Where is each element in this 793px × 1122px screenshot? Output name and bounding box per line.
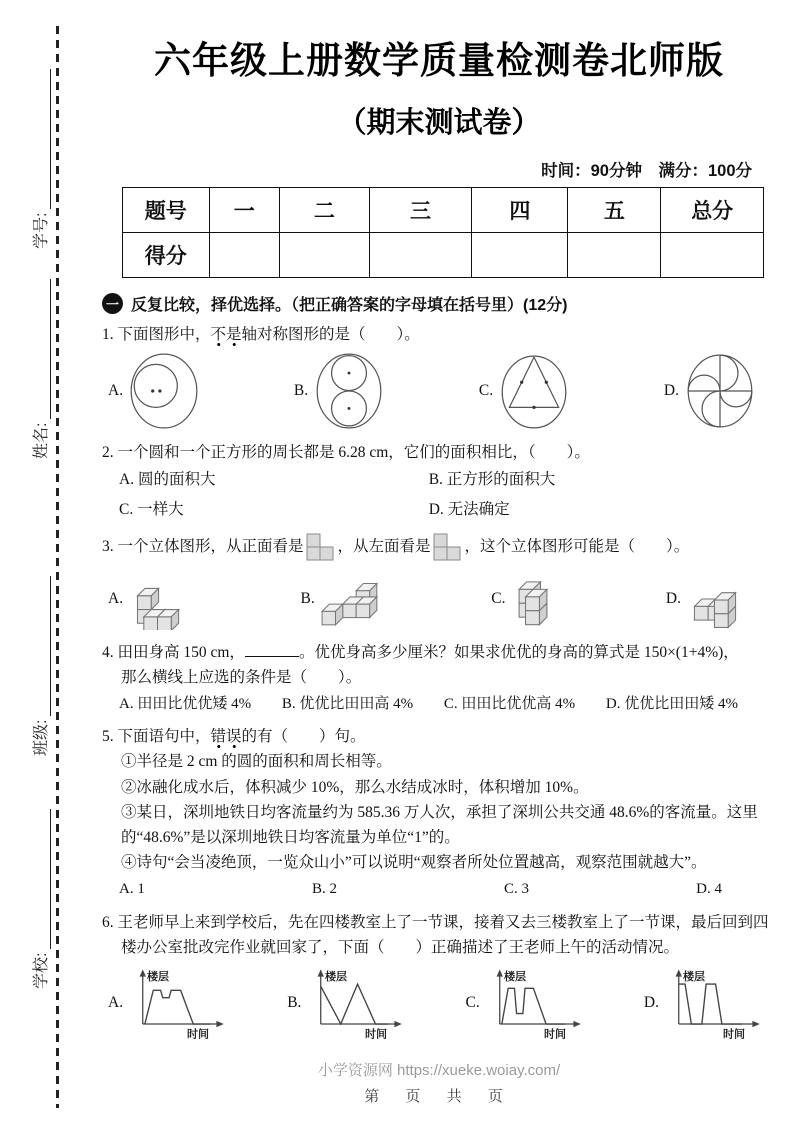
class-label: 班级: <box>33 719 50 756</box>
option-letter: C. <box>491 589 506 607</box>
option-letter: D. <box>665 589 681 607</box>
score-header-cell: 五 <box>568 188 661 233</box>
q1-option-a <box>108 351 200 431</box>
score-table-header-row <box>123 188 764 233</box>
q1-option-d <box>664 351 756 431</box>
score-cell <box>661 233 764 278</box>
q6-xlabel: 时间 <box>187 1028 210 1041</box>
q1-figure-b <box>313 351 385 431</box>
question-1-text: 1. 下面图形中，不是轴对称图形的是（ ）。 <box>102 322 778 347</box>
option-letter: B. <box>287 993 302 1011</box>
question-3-options <box>100 563 778 633</box>
margin-field-student-id <box>29 69 51 249</box>
score-cell <box>209 233 280 278</box>
question-2-options <box>100 465 778 525</box>
q5-option-b: B. 2 <box>311 881 337 898</box>
front-view-figure <box>306 533 336 563</box>
option-letter: A. <box>108 993 124 1011</box>
q1-figure-c <box>498 351 570 431</box>
margin-field-name <box>29 279 51 459</box>
score-header-cell: 题号 <box>123 188 210 233</box>
question-4-options <box>100 690 778 718</box>
option-letter: D. <box>643 993 659 1011</box>
q6-xlabel: 时间 <box>722 1028 746 1041</box>
score-table <box>122 187 764 278</box>
q5-option-a: A. 1 <box>119 881 145 898</box>
option-letter: C. <box>478 382 494 400</box>
q1-option-b <box>294 351 385 431</box>
source-site-text: 小学资源网 https://xueke.woiay.com/ <box>317 1062 561 1079</box>
student-id-label: 学号: <box>33 212 50 249</box>
score-cell <box>568 233 661 278</box>
question-6-options <box>100 960 778 1044</box>
q5-statement-4: ④诗句“会当凌绝顶，一览众山小”可以说明“观察者所处位置越高，观察范围就越大”。 <box>121 853 707 871</box>
section-number-badge: 一 <box>102 293 123 314</box>
question-3-text: 3. 一个立体图形，从正面看是 ，从左面看是 ，这个立体图形可能是（ ）。 <box>102 533 778 563</box>
q6-graph-c <box>485 964 585 1042</box>
q3-option-a <box>108 568 186 630</box>
name-label: 姓名: <box>33 422 50 459</box>
fill-in-blank <box>245 642 299 657</box>
q6-option-a <box>108 964 228 1042</box>
q2-option-c: C. 一样大 <box>119 501 184 519</box>
margin-field-school <box>29 809 51 989</box>
q3-figure-c <box>510 568 556 630</box>
page-number-text: 第 页 共 页 <box>364 1088 514 1105</box>
q6-ylabel: 楼层 <box>503 970 526 983</box>
emphasized-text: 错误 <box>211 728 242 749</box>
score-header-cell: 一 <box>209 188 280 233</box>
page-title: 六年级上册数学质量检测卷北师版 <box>154 40 724 81</box>
option-letter: B. <box>293 382 309 400</box>
q3-option-d <box>666 567 744 631</box>
score-header-cell: 三 <box>369 188 472 233</box>
option-letter: A. <box>108 589 124 607</box>
q5-statement-1: ①半径是 2 cm 的圆的面积和周长相等。 <box>121 753 392 771</box>
score-row-label: 得分 <box>123 233 210 278</box>
q2-option-d: D. 无法确定 <box>428 501 510 519</box>
q6-graph-d <box>664 964 764 1042</box>
paper-content <box>100 0 778 1044</box>
score-cell <box>369 233 472 278</box>
q5-statement-2: ②冰融化成水后，体积减少 10%，那么水结成冰时，体积增加 10%。 <box>121 778 589 796</box>
q4-option-b: B. 优优比田田高 4% <box>281 695 414 712</box>
q4-option-c: C. 田田比优优高 4% <box>443 695 576 712</box>
question-6-text: 6. 王老师早上来到学校后，先在四楼教室上了一节课，接着又去三楼教室上了一节课，最后回到四楼办公室批改完作业就回家了，下面（ ）正确描述了王老师上午的活动情况。 <box>102 913 769 956</box>
score-table-score-row <box>123 233 764 278</box>
score-cell <box>472 233 568 278</box>
q3-figure-a <box>128 568 186 630</box>
question-4-text: 4. 田田身高 150 cm， 。优优身高多少厘米？如果求优优的身高的算式是 150×(1+4%)， <box>102 643 739 661</box>
q2-option-b: B. 正方形的面积大 <box>428 471 556 489</box>
q6-option-d <box>644 964 764 1042</box>
q4-option-a: A. 田田比优优矮 4% <box>119 695 252 712</box>
class-blank <box>36 576 51 716</box>
option-letter: A. <box>108 382 124 400</box>
emphasized-text: 不是 <box>211 326 242 347</box>
q5-statement-3: ③某日，深圳地铁日均客流量约为 585.36 万人次，承担了深圳公共交通 48.6%的客流量。这里的“48.6%”是以深圳地铁日均客流量为单位“1”的。 <box>121 803 758 846</box>
question-5-text: 5. 下面语句中，错误的有（ ）句。 <box>102 724 778 749</box>
student-id-blank <box>36 69 51 209</box>
question-2-text: 2. 一个圆和一个正方形的周长都是 6.28 cm，它们的面积相比，（ ）。 <box>102 444 590 462</box>
q6-graph-b <box>306 964 406 1042</box>
cut-dashed-line <box>56 26 59 1108</box>
q3-figure-b <box>320 568 382 630</box>
score-cell <box>280 233 370 278</box>
q6-graph-a <box>128 964 228 1042</box>
q5-option-d: D. 4 <box>696 881 722 898</box>
q1-figure-d <box>684 351 756 431</box>
q3-option-c <box>491 568 556 630</box>
q6-ylabel: 楼层 <box>682 970 706 983</box>
page-subtitle: （期末测试卷） <box>337 107 541 139</box>
q6-xlabel: 时间 <box>543 1028 566 1041</box>
option-letter: B. <box>300 589 315 607</box>
q3-figure-d <box>686 567 744 631</box>
side-view-figure <box>433 533 463 563</box>
score-header-cell: 总分 <box>661 188 764 233</box>
name-blank <box>36 279 51 419</box>
option-letter: D. <box>663 382 679 400</box>
q3-option-b <box>296 568 382 630</box>
q6-option-b <box>287 964 406 1042</box>
section-title: 反复比较，择优选择。（把正确答案的字母填在括号里）(12分) <box>131 297 568 314</box>
q2-option-a: A. 圆的面积大 <box>119 471 216 489</box>
q1-figure-a <box>128 351 200 431</box>
section-1-header <box>102 292 778 315</box>
school-blank <box>36 809 51 949</box>
q1-option-c <box>479 351 570 431</box>
score-header-cell: 二 <box>280 188 370 233</box>
page-footer <box>100 1059 778 1106</box>
question-4-text-line2: 那么横线上应选的条件是（ ）。 <box>121 668 362 686</box>
q5-option-c: C. 3 <box>504 881 530 898</box>
option-letter: C. <box>465 993 480 1011</box>
school-label: 学校: <box>33 952 50 989</box>
question-5-options <box>100 875 778 903</box>
q6-ylabel: 楼层 <box>147 970 170 983</box>
q6-option-c <box>466 964 585 1042</box>
q4-option-d: D. 优优比田田矮 4% <box>605 695 738 712</box>
question-1-options <box>100 347 778 433</box>
q6-ylabel: 楼层 <box>325 970 348 983</box>
exam-meta: 时间：90分钟 满分：100分 <box>541 162 752 180</box>
margin-field-class <box>29 576 51 756</box>
q6-xlabel: 时间 <box>365 1028 388 1041</box>
score-header-cell: 四 <box>472 188 568 233</box>
